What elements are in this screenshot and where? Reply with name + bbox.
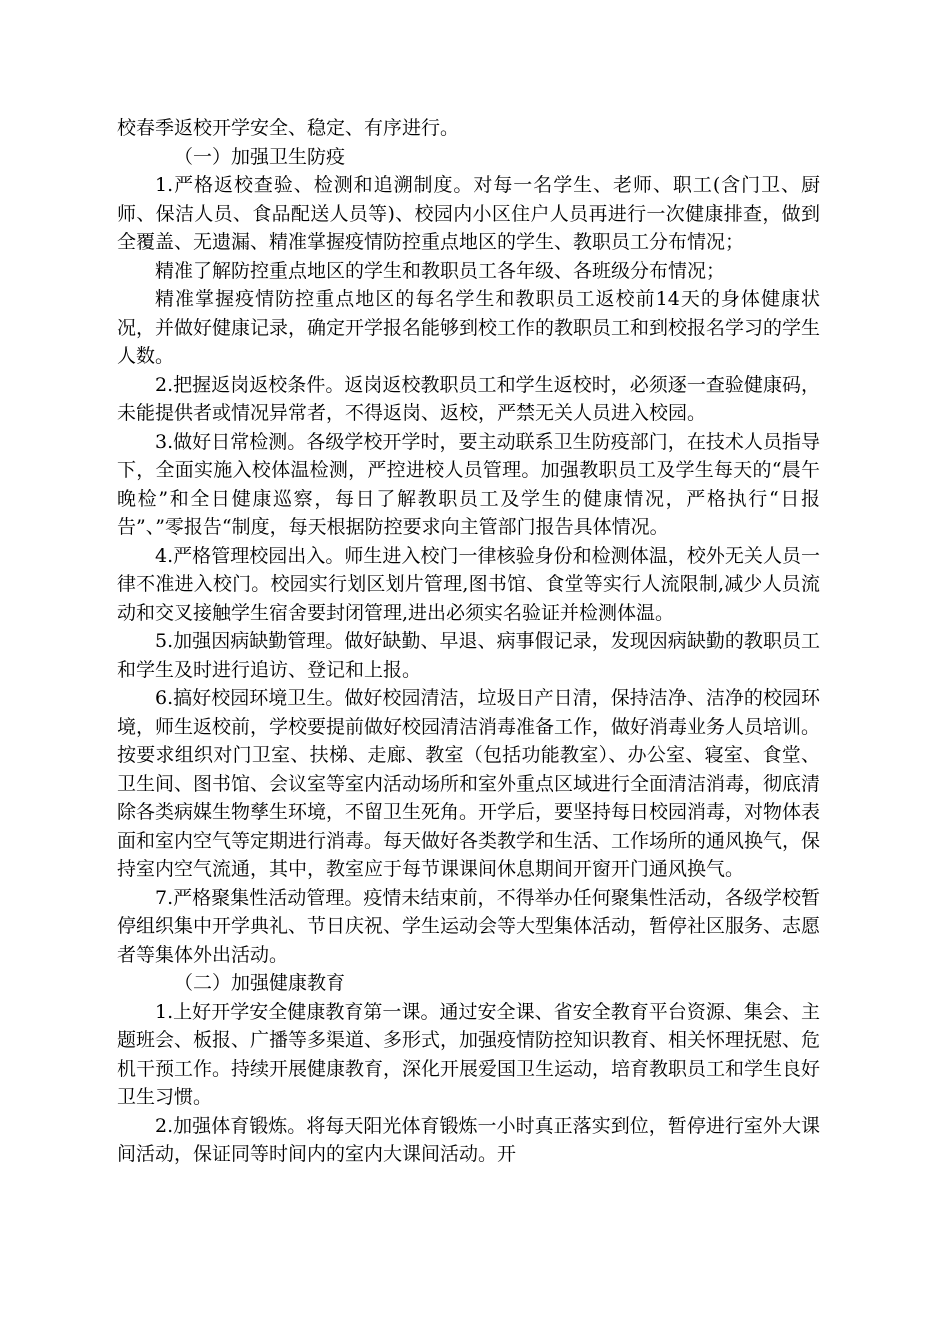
paragraph-item-1: 1.严格返校查验、检测和追溯制度。对每一名学生、老师、职工(含门卫、厨师、保洁人员、食品配送人员等)、校园内小区住户人员再进行一次健康排查，做到全覆盖、无遗漏、精准掌握疫情防控重点地区的学生、教职员工分布情况； [117, 174, 820, 253]
document-page [117, 114, 820, 1169]
paragraph-item-5: 5.加强因病缺勤管理。做好缺勤、早退、病事假记录，发现因病缺勤的教职员工和学生及时进行追访、登记和上报。 [117, 630, 820, 681]
paragraph-item-1-sub-a: 精准了解防控重点地区的学生和教职员工各年级、各班级分布情况； [155, 259, 726, 282]
paragraph-item-4: 4.严格管理校园出入。师生进入校门一律核验身份和检测体温，校外无关人员一律不准进入校门。校园实行划区划片管理,图书馆、食堂等实行人流限制,减少人员流动和交叉接触学生宿舍要封闭管理,进出必须实名验证并检测体温。 [117, 544, 820, 624]
paragraph-item-7: 7.严格聚集性活动管理。疫情未结束前，不得举办任何聚集性活动，各级学校暂停组织集中开学典礼、节日庆祝、学生运动会等大型集体活动，暂停社区服务、志愿者等集体外出活动。 [117, 886, 821, 966]
section-heading-health-education: （二）加强健康教育 [174, 972, 346, 994]
paragraph-item-6: 6.搞好校园环境卫生。做好校园清洁，垃圾日产日清，保持洁净、洁净的校园环境，师生返校前，学校要提前做好校园清洁消毒准备工作，做好消毒业务人员培训。按要求组织对门卫室、扶梯、走廊、教室（包括功能教室）、办公室、寝室、食堂、卫生间、图书馆、会议室等室内活动场所和室外重点区域进行全面清洁消毒，彻底清除各类病媒生物孳生环境，不留卫生死角。开学后，要坚持每日校园消毒，对物体表面和室内空气等定期进行消毒。每天做好各类教学和生活、工作场所的通风换气，保持室内空气流通，其中，教室应于每节课课间休息期间开窗开门通风换气。 [117, 687, 821, 880]
paragraph-edu-item-2: 2.加强体育锻炼。将每天阳光体育锻炼一小时真正落实到位，暂停进行室外大课间活动，保证同等时间内的室内大课间活动。开 [117, 1114, 820, 1165]
paragraph-item-3: 3.做好日常检测。各级学校开学时，要主动联系卫生防疫部门，在技术人员指导下，全面实施入校体温检测，严控进校人员管理。加强教职员工及学生每天的“晨午晚检”和全日健康巡察，每日了解教职员工及学生的健康情况，严格执行“日报告”、”零报告“制度，每天根据防控要求向主管部门报告具体情况。 [117, 430, 820, 538]
section-heading-hygiene: （一）加强卫生防疫 [174, 145, 346, 168]
paragraph-item-2: 2.把握返岗返校条件。返岗返校教职员工和学生返校时，必须逐一查验健康码，未能提供者或情况异常者，不得返岗、返校，严禁无关人员进入校园。 [117, 373, 820, 424]
paragraph-continuation: 校春季返校开学安全、稳定、有序进行。 [117, 117, 460, 139]
paragraph-edu-item-1: 1.上好开学安全健康教育第一课。通过安全课、省安全教育平台资源、集会、主题班会、板报、广播等多渠道、多形式，加强疫情防控知识教育、相关怀理抚慰、危机干预工作。持续开展健康教育，深化开展爱国卫生运动，培育教职员工和学生良好卫生习惯。 [117, 1000, 821, 1108]
paragraph-item-1-sub-b: 精准掌握疫情防控重点地区的每名学生和教职员工返校前14天的身体健康状况，并做好健康记录，确定开学报名能够到校工作的教职员工和到校报名学习的学生人数。 [117, 288, 821, 367]
